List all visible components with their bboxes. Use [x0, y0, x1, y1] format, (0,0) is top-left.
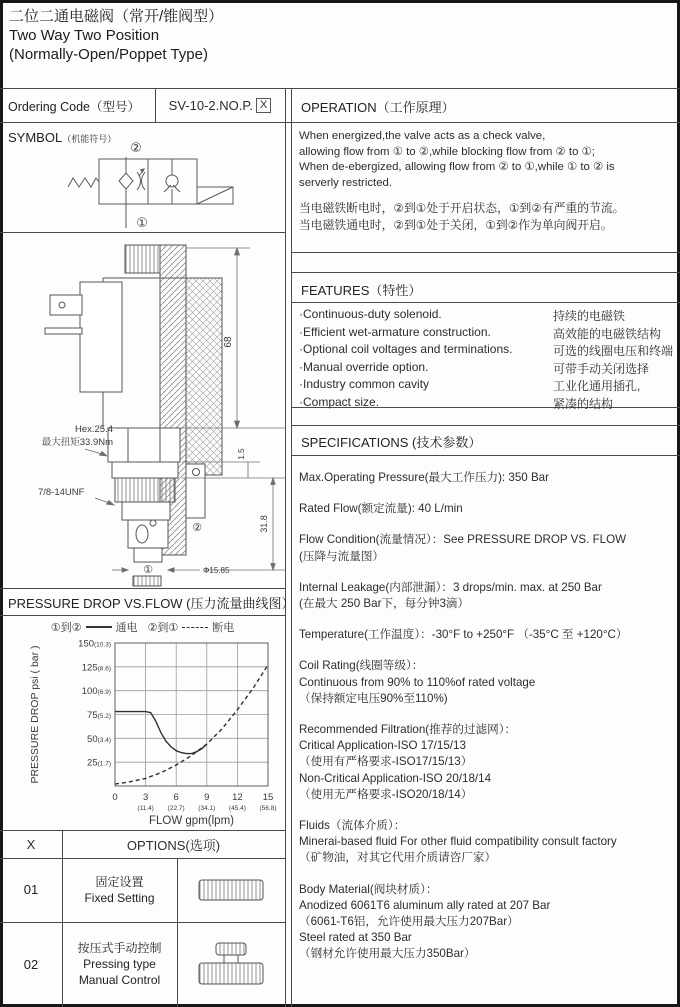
- dim-31-8: 31.8: [259, 515, 269, 533]
- feature-item: [299, 342, 677, 360]
- drawing-port-2: ②: [192, 522, 202, 534]
- feature-en: ·Industry common cavity: [299, 377, 430, 391]
- page-title: [9, 7, 223, 64]
- spring-symbol: [68, 178, 99, 187]
- dim-diameter: Φ15.85: [203, 566, 230, 575]
- legend-line-sample: [182, 627, 208, 628]
- feature-item: [299, 307, 677, 325]
- feature-en: ·Optional coil voltages and terminations.: [299, 342, 513, 356]
- spec-paragraph: [299, 818, 677, 867]
- option-label-line: Pressing type: [83, 957, 156, 971]
- series-solid: [115, 712, 207, 754]
- spec-paragraph: [299, 882, 677, 963]
- symbol-heading-en: SYMBOL: [8, 130, 63, 145]
- x-tick-sublabel: (56.8): [259, 805, 277, 812]
- spec-line: Temperature(工作温度）：-30°F to +250°F （-35°C 至 +120°C）: [299, 628, 628, 642]
- y-axis-label: PRESSURE DROP psi ( bar ): [29, 645, 41, 784]
- spec-paragraph: [299, 580, 677, 612]
- feature-en: ·Manual override option.: [299, 359, 429, 374]
- symbol-port-2: ②: [130, 140, 142, 155]
- y-tick-label: 75(5.2): [87, 710, 111, 721]
- fixed-setting-icon: [198, 879, 264, 901]
- symbol-heading-zh: （机能符号）: [62, 134, 117, 144]
- x-tick-label: 3: [142, 792, 149, 803]
- features-list: [299, 307, 677, 412]
- hex-nut: [108, 428, 180, 462]
- y-tick-label: 100(6.9): [81, 686, 111, 698]
- option-row-label: [62, 874, 177, 906]
- spec-paragraph: [299, 627, 677, 643]
- y-tick-label: 125(8.6): [81, 662, 111, 674]
- divider: [0, 615, 285, 616]
- operation-line-zh: 当电磁铁断电时，②到①处于开启状态，①到②有严重的节流。: [299, 201, 625, 215]
- title-zh: 二位二通电磁阀（常开/锥阀型）: [9, 8, 224, 25]
- feature-zh: 工业化通用插孔,: [553, 379, 641, 393]
- specifications-heading: SPECIFICATIONS (技术参数）: [301, 435, 482, 450]
- cartridge-step: [186, 464, 205, 518]
- x-tick-label: 6: [173, 792, 179, 803]
- x-tick-label: 15: [262, 792, 274, 803]
- spec-line: （使用有严格要求-ISO17/15/13）: [299, 755, 473, 769]
- spec-line: (在最大 250 Bar下，每分钟3滴）: [299, 597, 470, 611]
- feature-zh: 紧凑的结构: [553, 396, 614, 411]
- series-dashed: [115, 665, 268, 784]
- connector-housing: [80, 282, 122, 392]
- spec-line: Continuous from 90% to 110%of rated voltage: [299, 675, 536, 689]
- hydraulic-symbol-diagram: [60, 135, 280, 232]
- manual-override-icon: [198, 942, 264, 986]
- specifications-list: [299, 470, 677, 978]
- option-label-line: Manual Control: [78, 973, 161, 987]
- ordering-code-value: [155, 90, 285, 120]
- operation-line-en: When de-ebergized, allowing flow from ② to ①,while ① to ② is: [299, 161, 615, 173]
- ordering-code-text: SV-10-2.NO.P.: [168, 97, 253, 113]
- legend-label: 通电: [115, 622, 138, 634]
- check-poppet-symbol: [119, 173, 133, 189]
- symbol-port-1: ①: [136, 215, 148, 230]
- spec-line: Minerai-based fluid For other fluid compatibility consult factory: [299, 835, 617, 849]
- option-row-code: 02: [23, 957, 39, 972]
- x-axis-label: FLOW gpm(lpm): [149, 815, 234, 827]
- option-row-code: 01: [23, 882, 39, 897]
- feature-en: ·Compact size.: [299, 394, 380, 409]
- spec-line: （矿物油，对其它代用介质请咨厂家）: [299, 851, 497, 865]
- operation-line-en: When energized,the valve acts as a check valve,: [299, 130, 546, 142]
- spec-line: (压降与流量图）: [299, 549, 385, 563]
- operation-text-en: [299, 129, 615, 191]
- divider: [0, 922, 285, 923]
- y-tick-label: 150(10.3): [78, 638, 111, 650]
- spec-line: Max.Operating Pressure(最大工作压力): 350 Bar: [299, 471, 549, 484]
- spec-paragraph: [299, 722, 677, 803]
- operation-line-en: serverly restricted.: [299, 176, 393, 189]
- feature-item: [299, 325, 677, 343]
- feature-item: [299, 395, 677, 413]
- legend-item: [51, 619, 138, 635]
- thread-label: 7/8-14UNF: [38, 487, 85, 498]
- x-tick-sublabel: (11.4): [137, 805, 154, 812]
- x-tick-sublabel: (22.7): [167, 805, 185, 812]
- legend-ports: ①到②: [50, 622, 82, 634]
- spec-line: Rated Flow(额定流量): 40 L/min: [299, 502, 463, 516]
- spec-line: （使用无严格要求-ISO20/18/14）: [299, 787, 473, 801]
- knurled-cap: [125, 245, 160, 273]
- divider: [0, 122, 680, 123]
- y-tick-label: 25(1.7): [87, 757, 111, 769]
- title-en-2: (Normally-Open/Poppet Type): [9, 46, 208, 63]
- y-tick-label: 50(3.4): [87, 733, 111, 745]
- divider: [0, 858, 285, 859]
- operation-line-en: allowing flow from ① to ②,while blocking flow from ② to ①;: [299, 145, 595, 158]
- divider: [0, 588, 285, 589]
- option-label-line: Fixed Setting: [84, 891, 155, 905]
- spec-line: Recommended Filtration(推荐的过滤网）：: [299, 723, 517, 737]
- drawing-port-1: ①: [143, 564, 153, 576]
- hex-label: Hex.25.4: [74, 424, 113, 435]
- options-header: OPTIONS(选项): [126, 837, 221, 853]
- option-label-line: 按压式手动控制: [77, 941, 162, 955]
- chart-heading: PRESSURE DROP VS.FLOW (压力流量曲线图）: [8, 596, 295, 611]
- divider: [291, 272, 680, 273]
- operation-text-zh: [299, 200, 624, 234]
- coil-body: [186, 278, 222, 475]
- feature-zh: 高效能的电磁铁结构: [553, 326, 662, 341]
- feature-zh: 可带手动关闭选择: [553, 361, 650, 376]
- feature-en: ·Efficient wet-armature construction.: [299, 324, 491, 339]
- spec-line: （6061-T6铝，允许使用最大压力207Bar）: [299, 915, 519, 929]
- spec-paragraph: [299, 658, 677, 707]
- thread-section: [115, 478, 175, 502]
- washer: [112, 462, 178, 478]
- divider: [291, 88, 292, 1007]
- feature-zh: 持续的电磁铁: [553, 309, 626, 323]
- dim-68: 68: [223, 336, 234, 348]
- feature-item: [299, 360, 677, 378]
- spec-line: Non-Critical Application-ISO 20/18/14: [299, 771, 492, 785]
- options-col-x-header: X: [26, 836, 36, 852]
- pressure-flow-chart: [0, 636, 285, 830]
- divider: [177, 858, 178, 1007]
- spec-paragraph: [299, 470, 677, 486]
- legend-label: 断电: [212, 622, 235, 634]
- spec-line: Flow Condition(流量情况）：See PRESSURE DROP VS. FLOW: [299, 533, 627, 547]
- spec-line: Critical Application-ISO 17/15/13: [299, 739, 466, 753]
- divider: [291, 455, 680, 456]
- dim-1-5: 1.5: [237, 448, 246, 460]
- valve-cross-section-drawing: [0, 232, 285, 588]
- x-tick-label: 0: [112, 792, 118, 803]
- divider: [291, 302, 680, 303]
- torque-label: 最大扭矩33.9Nm: [41, 437, 113, 448]
- spec-line: （保持额定电压90%至110%): [299, 691, 448, 705]
- x-tick-label: 9: [204, 792, 210, 803]
- spec-line: Internal Leakage(内部泄漏）：3 drops/min. max. at 250 Bar: [299, 580, 602, 594]
- option-label-line: 固定设置: [95, 875, 144, 889]
- x-tick-sublabel: (34.1): [198, 805, 216, 812]
- spec-line: （钢材允许使用最大压力350Bar）: [299, 947, 476, 961]
- spec-line: Coil Rating(线圈等级）：: [299, 659, 424, 673]
- feature-item: [299, 377, 677, 395]
- operation-heading: OPERATION（工作原理）: [301, 100, 455, 115]
- feature-zh: 可选的线圈电压和终端: [553, 344, 674, 358]
- divider: [291, 425, 680, 426]
- operation-line-zh: 当电磁铁通电时，②到①处于关闭，①到②作为单向阀开启。: [299, 218, 613, 232]
- spade-terminal: [50, 295, 82, 315]
- chart-legend: [0, 619, 285, 635]
- x-tick-sublabel: (45.4): [228, 805, 246, 812]
- legend-ports: ②到①: [147, 622, 179, 634]
- option-row-label: [62, 940, 177, 988]
- spec-line: Fluids（流体介质）：: [299, 819, 406, 833]
- title-en-1: Two Way Two Position: [9, 27, 160, 44]
- spec-line: Anodized 6061T6 aluminum ally rated at 207 Bar: [299, 898, 551, 912]
- ordering-variant-box: X: [256, 98, 271, 113]
- spec-paragraph: [299, 532, 677, 564]
- terminal-pin: [45, 328, 82, 334]
- divider: [285, 88, 286, 1007]
- legend-line-sample: [86, 626, 112, 628]
- x-tick-label: 12: [232, 792, 243, 803]
- ordering-code-label: Ordering Code（型号）: [8, 100, 140, 114]
- legend-item: [148, 619, 235, 635]
- spec-paragraph: [299, 501, 677, 517]
- divider: [291, 252, 680, 253]
- features-heading: FEATURES（特性）: [301, 283, 422, 298]
- divider: [0, 88, 680, 89]
- spec-line: Steel rated at 350 Bar: [299, 931, 412, 945]
- spec-line: Body Material(阀块材质）：: [299, 882, 438, 896]
- feature-en: ·Continuous-duty solenoid.: [299, 307, 442, 321]
